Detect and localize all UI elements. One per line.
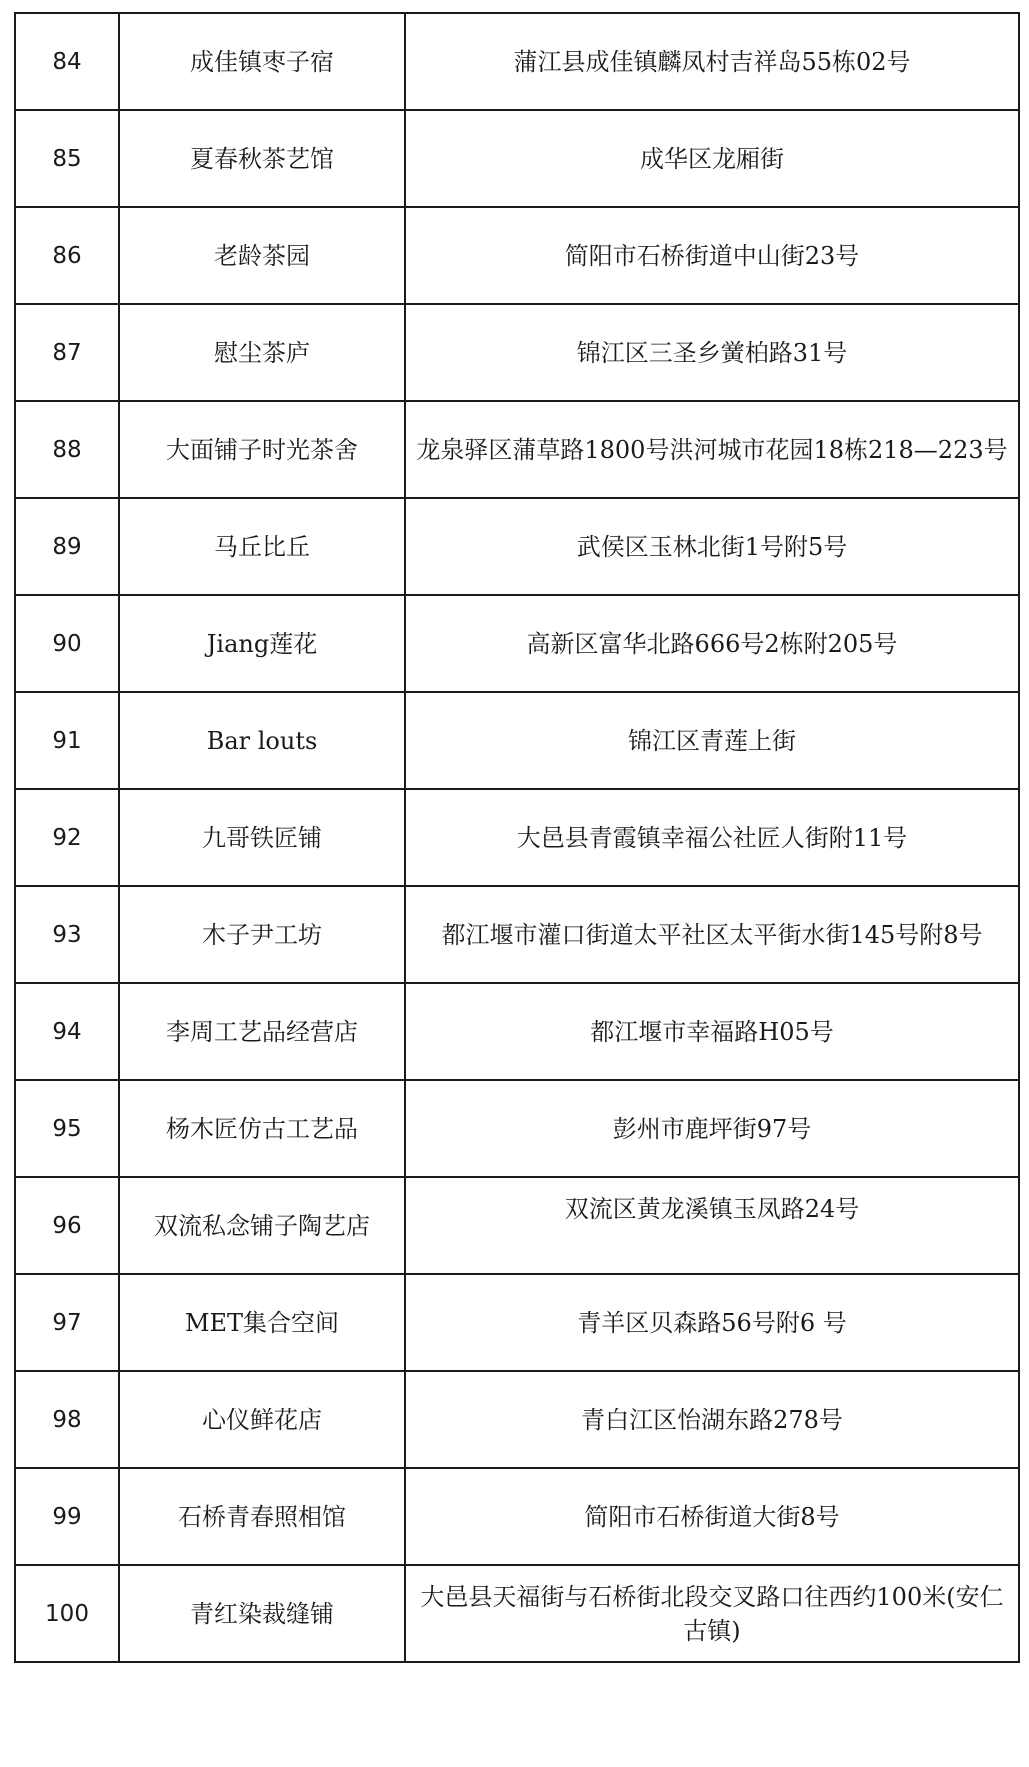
shop-name: 马丘比丘 [119,498,405,595]
shop-address: 青白江区怡湖东路278号 [405,1371,1019,1468]
shop-name: 木子尹工坊 [119,886,405,983]
shop-address: 大邑县青霞镇幸福公社匠人街附11号 [405,789,1019,886]
table-row [15,595,1019,692]
shop-address: 锦江区三圣乡黉柏路31号 [405,304,1019,401]
table-row [15,1080,1019,1177]
shop-name: 慰尘茶庐 [119,304,405,401]
row-number: 96 [15,1177,119,1274]
shop-address: 双流区黄龙溪镇玉凤路24号 [405,1177,1019,1274]
row-number: 92 [15,789,119,886]
shop-name: 老龄茶园 [119,207,405,304]
shop-name: 双流私念铺子陶艺店 [119,1177,405,1274]
table-row [15,401,1019,498]
row-number: 86 [15,207,119,304]
table-row [15,983,1019,1080]
row-number: 90 [15,595,119,692]
shop-name: 大面铺子时光茶舍 [119,401,405,498]
table-row [15,110,1019,207]
shop-address: 简阳市石桥街道大街8号 [405,1468,1019,1565]
shop-address: 成华区龙厢街 [405,110,1019,207]
table-row [15,1565,1019,1662]
shop-list-table-container [14,12,1018,1663]
row-number: 88 [15,401,119,498]
row-number: 87 [15,304,119,401]
row-number: 94 [15,983,119,1080]
row-number: 100 [15,1565,119,1662]
shop-address: 青羊区贝森路56号附6 号 [405,1274,1019,1371]
table-row [15,789,1019,886]
row-number: 91 [15,692,119,789]
shop-name: 成佳镇枣子宿 [119,13,405,110]
shop-name: MET集合空间 [119,1274,405,1371]
shop-name: 杨木匠仿古工艺品 [119,1080,405,1177]
table-row [15,304,1019,401]
table-row [15,1177,1019,1274]
row-number: 98 [15,1371,119,1468]
shop-address: 高新区富华北路666号2栋附205号 [405,595,1019,692]
shop-name: 石桥青春照相馆 [119,1468,405,1565]
shop-name: 青红染裁缝铺 [119,1565,405,1662]
table-row [15,692,1019,789]
table-row [15,207,1019,304]
shop-address: 蒲江县成佳镇麟凤村吉祥岛55栋02号 [405,13,1019,110]
shop-address: 龙泉驿区蒲草路1800号洪河城市花园18栋218—223号 [405,401,1019,498]
shop-address: 都江堰市灌口街道太平社区太平街水街145号附8号 [405,886,1019,983]
row-number: 89 [15,498,119,595]
row-number: 84 [15,13,119,110]
shop-list-table [14,12,1020,1663]
shop-address: 都江堰市幸福路H05号 [405,983,1019,1080]
shop-name: 心仪鲜花店 [119,1371,405,1468]
row-number: 95 [15,1080,119,1177]
table-row [15,1371,1019,1468]
shop-name: 李周工艺品经营店 [119,983,405,1080]
table-row [15,13,1019,110]
shop-name: 夏春秋茶艺馆 [119,110,405,207]
shop-name: Jiang莲花 [119,595,405,692]
shop-address: 武侯区玉林北街1号附5号 [405,498,1019,595]
shop-address: 大邑县天福街与石桥街北段交叉路口往西约100米(安仁古镇) [405,1565,1019,1662]
table-row [15,1274,1019,1371]
table-row [15,498,1019,595]
row-number: 85 [15,110,119,207]
shop-name: Bar louts [119,692,405,789]
shop-address: 锦江区青莲上街 [405,692,1019,789]
table-row [15,886,1019,983]
row-number: 99 [15,1468,119,1565]
shop-address: 彭州市鹿坪街97号 [405,1080,1019,1177]
shop-name: 九哥铁匠铺 [119,789,405,886]
row-number: 97 [15,1274,119,1371]
shop-address: 简阳市石桥街道中山街23号 [405,207,1019,304]
table-row [15,1468,1019,1565]
row-number: 93 [15,886,119,983]
